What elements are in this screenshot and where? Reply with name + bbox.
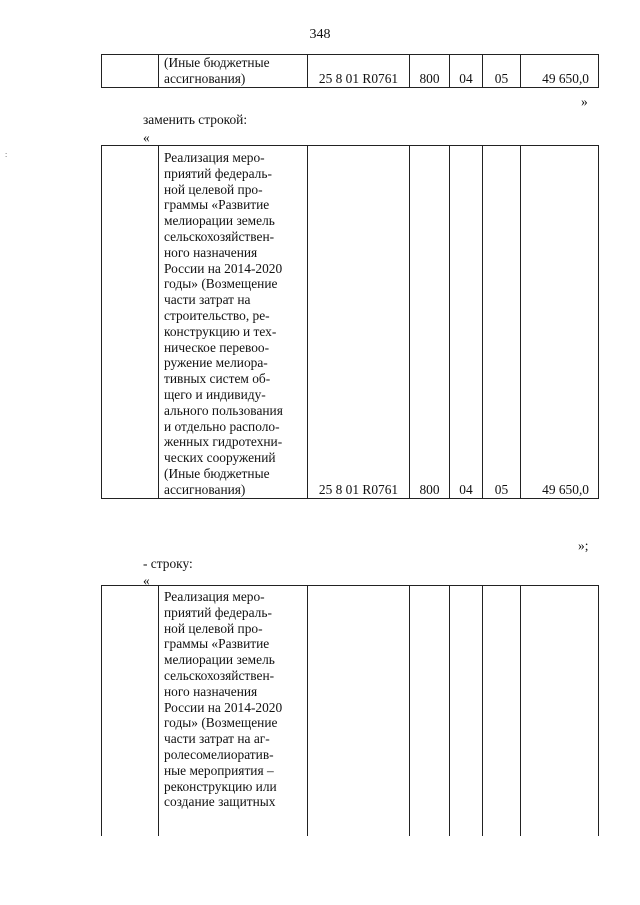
row-pr: 05	[483, 146, 521, 499]
margin-mark: :	[5, 150, 8, 159]
replace-instruction: заменить строкой:	[143, 112, 248, 127]
row-amount: 49 650,0	[521, 55, 599, 88]
row-code	[308, 586, 410, 836]
row-code: 25 8 01 R0761	[308, 146, 410, 499]
budget-table-original	[101, 54, 599, 88]
row-code: 25 8 01 R0761	[308, 55, 410, 88]
row-rz: 04	[450, 55, 483, 88]
budget-table-replacement	[101, 145, 599, 499]
line-instruction: - строку:	[143, 556, 193, 571]
table-row	[102, 586, 599, 836]
row-amount: 49 650,0	[521, 146, 599, 499]
table-row	[102, 55, 599, 88]
opening-quote: «	[143, 130, 150, 145]
row-description: (Иные бюджетные ассигнования)	[159, 55, 308, 88]
row-description: Реализация меро- приятий федераль- ной целевой про- граммы «Развитие мелиорации земель сельскохозяйствен- ного назначения России на 2014-2020 годы» (Возмещение части затрат на строительство, ре- конструкцию и тех- ническое перевоо- ружение мелиора- тивных систем об- щего и индивиду- ального пользования и отдельно располо- женных гидротехни- ческих сооружений (Иные бюджетные ассигнования)	[159, 146, 308, 499]
row-vr: 800	[410, 146, 450, 499]
budget-table-continued	[101, 585, 599, 836]
row-description: Реализация меро- приятий федераль- ной целевой про- граммы «Развитие мелиорации земель сельскохозяйствен- ного назначения России на 2014-2020 годы» (Возмещение части затрат на аг- ролесомелиоратив- ные мероприятия – реконструкцию или создание защитных	[159, 586, 308, 836]
empty-cell	[102, 146, 159, 499]
empty-cell	[102, 586, 159, 836]
row-pr	[483, 586, 521, 836]
page-number: 348	[309, 27, 331, 42]
row-rz: 04	[450, 146, 483, 499]
closing-quote: »	[581, 94, 588, 109]
row-rz	[450, 586, 483, 836]
row-pr: 05	[483, 55, 521, 88]
table-row	[102, 146, 599, 499]
row-amount	[521, 586, 599, 836]
empty-cell	[102, 55, 159, 88]
row-vr	[410, 586, 450, 836]
row-vr: 800	[410, 55, 450, 88]
closing-quote: »;	[578, 538, 589, 553]
opening-quote: «	[143, 573, 150, 588]
